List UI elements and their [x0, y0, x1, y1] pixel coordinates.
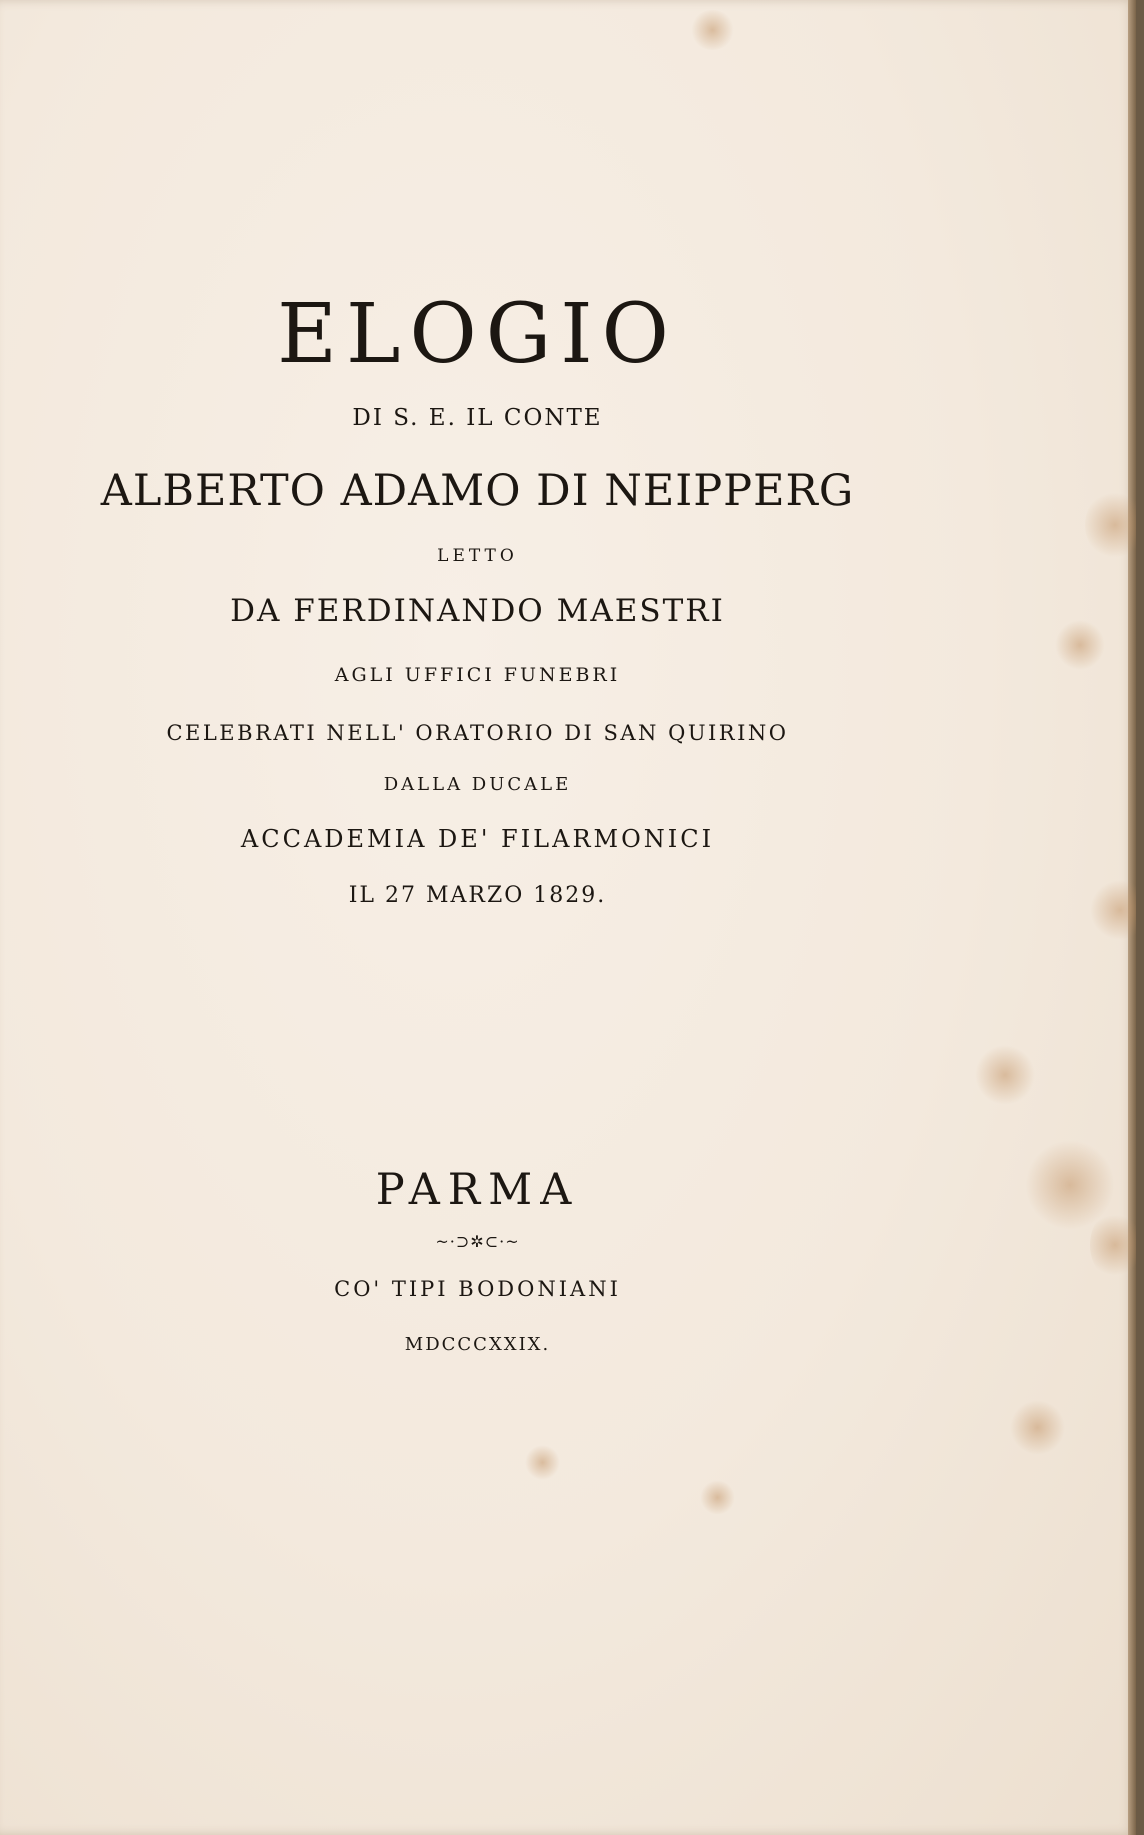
- imprint-year: MDCCCXXIX.: [404, 1334, 551, 1355]
- foxing-stain: [690, 10, 735, 50]
- institution-line: ACCADEMIA DE' FILARMONICI: [240, 825, 715, 853]
- subject-name: ALBERTO ADAMO DI NEIPPERG: [100, 466, 855, 516]
- by-line: DALLA DUCALE: [383, 774, 572, 795]
- title: ELOGIO: [277, 287, 678, 382]
- imprint-city: PARMA: [375, 1165, 580, 1215]
- foxing-stain: [1085, 490, 1136, 560]
- honorific-line: DI S. E. IL CONTE: [352, 405, 603, 431]
- printer-ornament: ~·⊃✲⊂·~: [435, 1232, 520, 1251]
- letto-line: LETTO: [437, 546, 518, 566]
- author-line: DA FERDINANDO MAESTRI: [230, 593, 725, 629]
- foxing-stain: [700, 1480, 735, 1515]
- location-line: CELEBRATI NELL' ORATORIO DI SAN QUIRINO: [166, 721, 789, 745]
- foxing-stain: [1090, 1210, 1136, 1280]
- imprint-printer: CO' TIPI BODONIANI: [334, 1277, 621, 1301]
- foxing-stain: [975, 1045, 1035, 1105]
- foxing-stain: [525, 1445, 560, 1480]
- date-line: IL 27 MARZO 1829.: [348, 883, 607, 908]
- foxing-stain: [1090, 880, 1136, 940]
- occasion-line: AGLI UFFICI FUNEBRI: [334, 664, 621, 686]
- foxing-stain: [1010, 1400, 1065, 1455]
- foxing-stain: [1055, 620, 1105, 670]
